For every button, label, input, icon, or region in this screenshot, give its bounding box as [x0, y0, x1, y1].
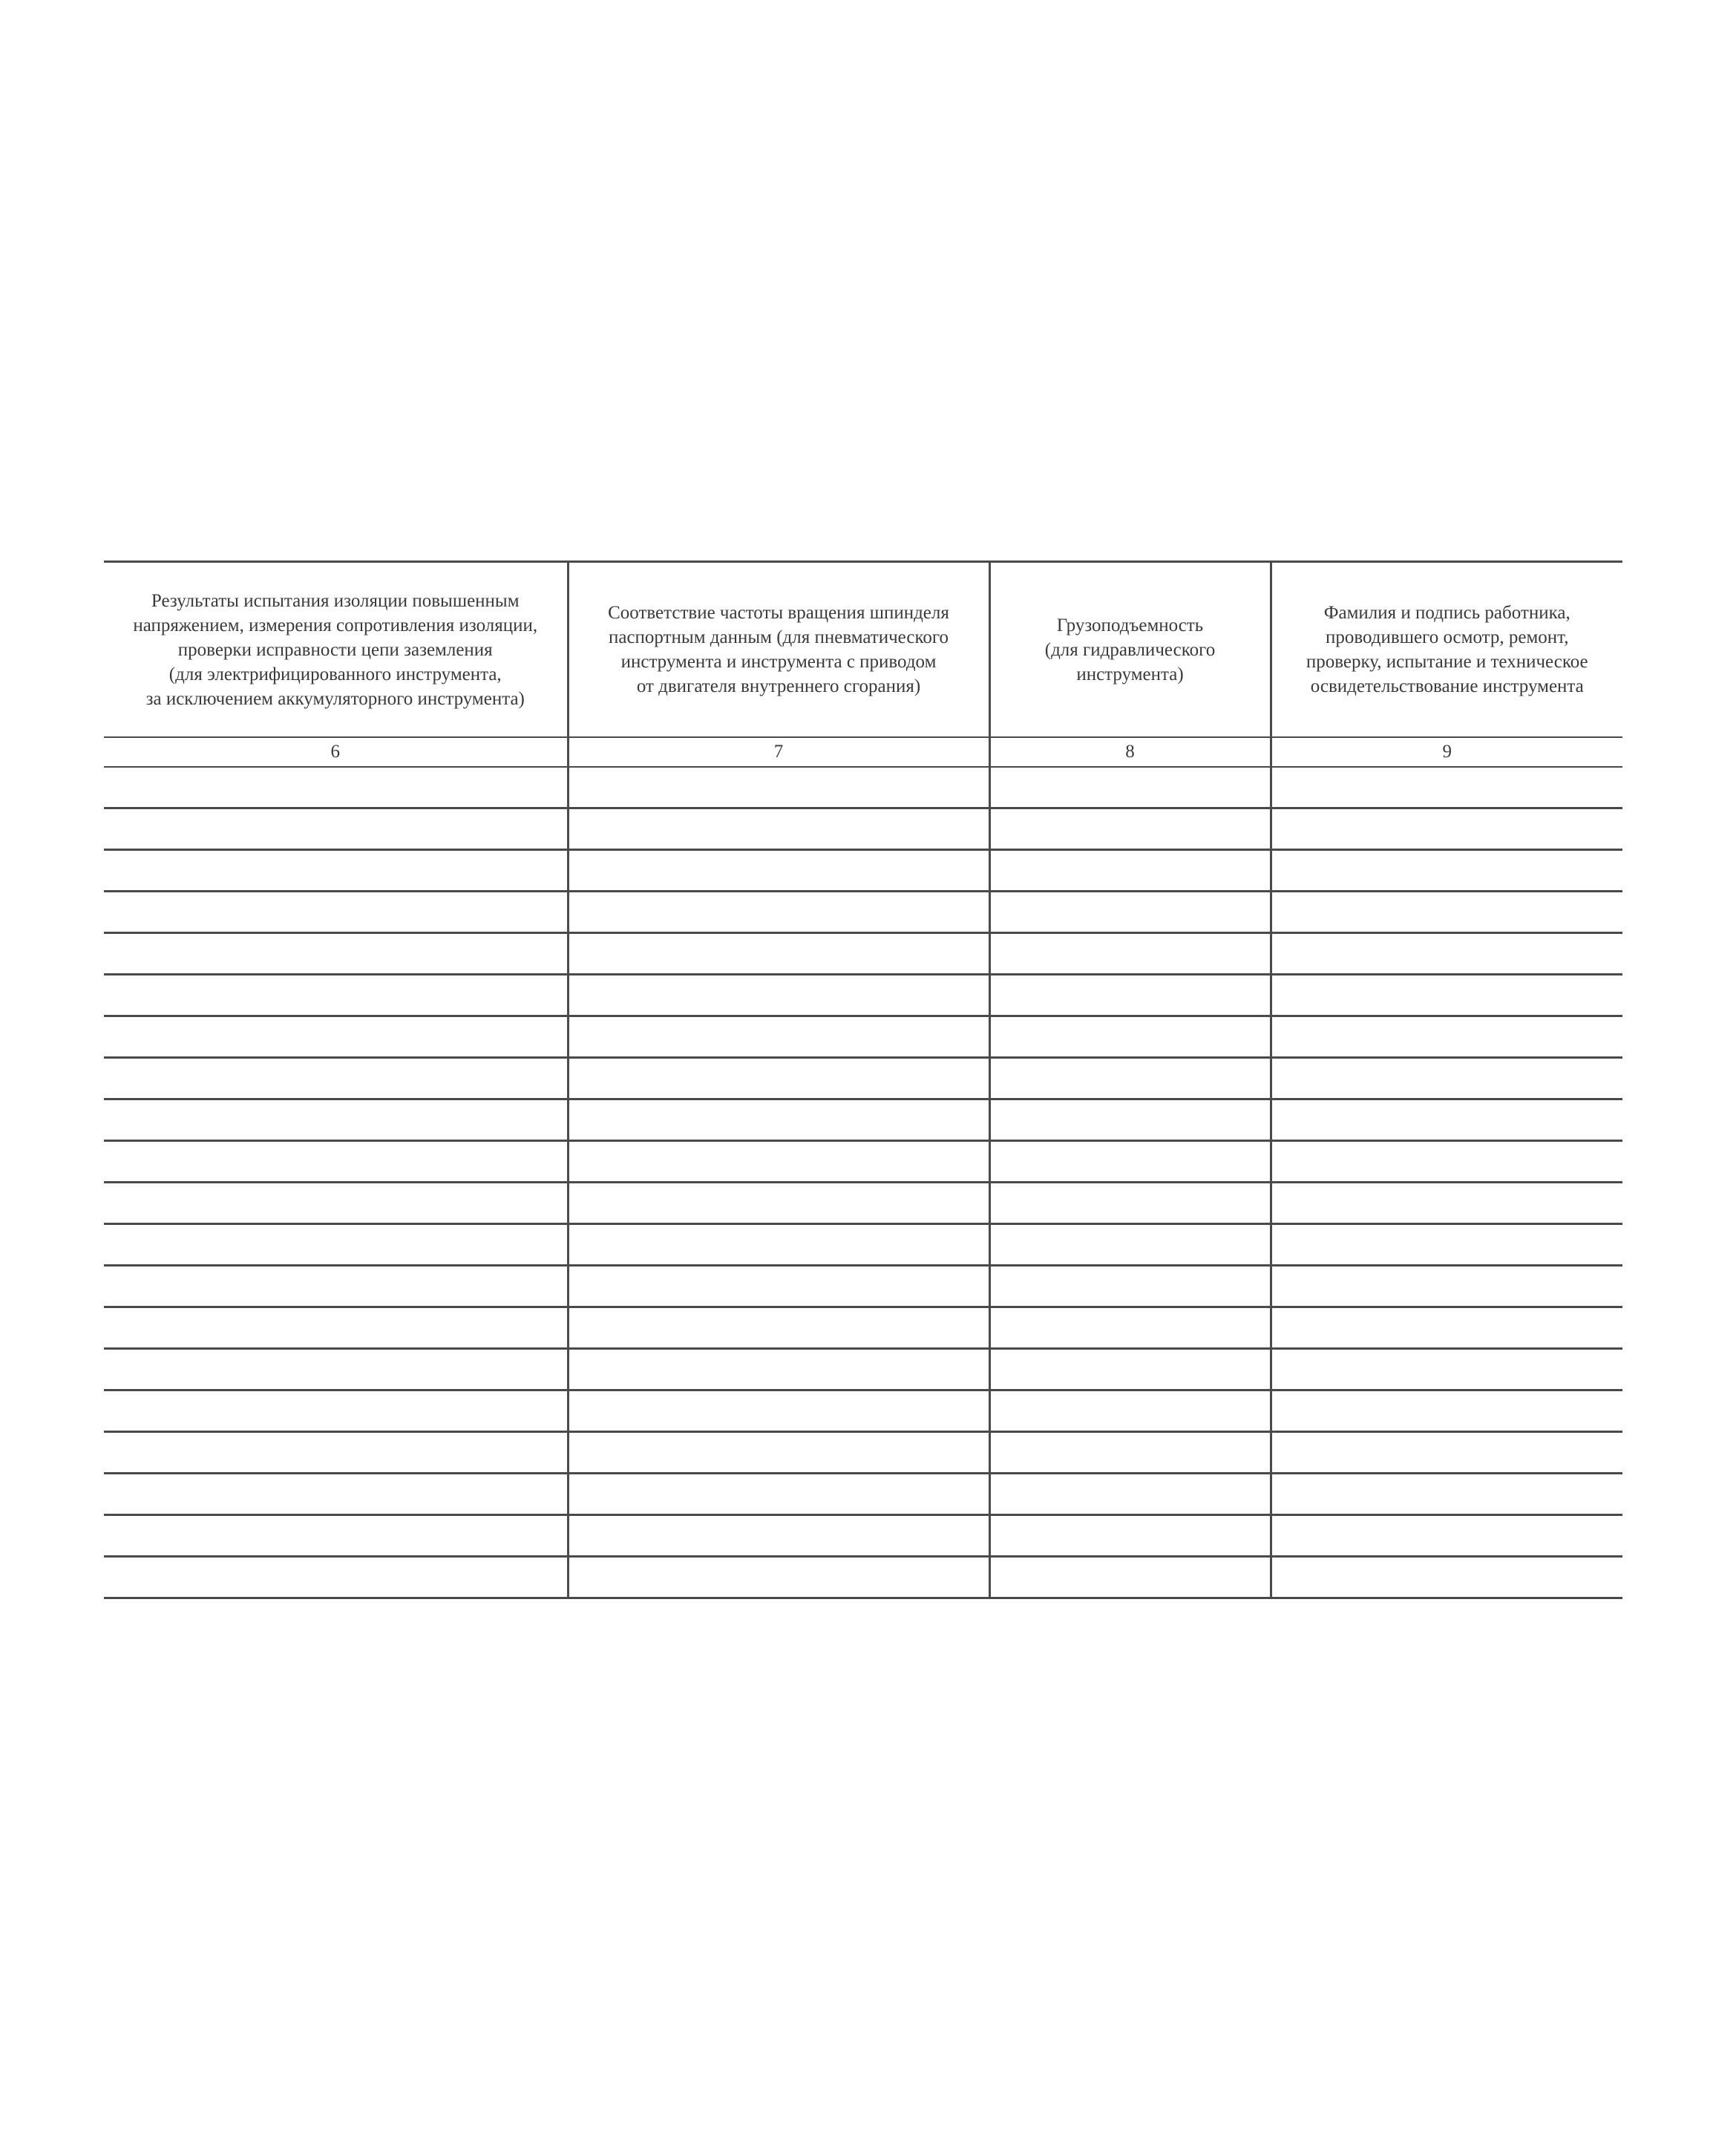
column-number-8: 8: [989, 737, 1271, 767]
table-cell[interactable]: [1271, 1183, 1622, 1224]
table-cell[interactable]: [104, 1515, 568, 1557]
table-cell[interactable]: [568, 1349, 989, 1390]
table-row: [104, 1307, 1622, 1349]
table-row: [104, 1349, 1622, 1390]
table-cell[interactable]: [1271, 933, 1622, 975]
table-cell[interactable]: [104, 767, 568, 808]
table-cell[interactable]: [104, 1141, 568, 1183]
table-row: [104, 975, 1622, 1016]
table-cell[interactable]: [1271, 1058, 1622, 1099]
table-row: [104, 850, 1622, 892]
table-cell[interactable]: [1271, 1557, 1622, 1598]
table-cell[interactable]: [989, 767, 1271, 808]
table-cell[interactable]: [1271, 975, 1622, 1016]
table-cell[interactable]: [1271, 1266, 1622, 1307]
table-cell[interactable]: [568, 1099, 989, 1141]
table-row: [104, 1557, 1622, 1598]
column-number-7: 7: [568, 737, 989, 767]
table-cell[interactable]: [568, 933, 989, 975]
column-header-inspector-signature: Фамилия и подпись работника, проводившего осмотр, ремонт, проверку, испытание и техническое освидетельствование инструмента: [1271, 562, 1622, 738]
table-cell[interactable]: [568, 767, 989, 808]
table-cell[interactable]: [568, 1183, 989, 1224]
table-cell[interactable]: [989, 975, 1271, 1016]
table-cell[interactable]: [1271, 1515, 1622, 1557]
table-cell[interactable]: [104, 808, 568, 850]
table-cell[interactable]: [989, 1183, 1271, 1224]
column-header-spindle-speed: Соответствие частоты вращения шпинделя паспортным данным (для пневматического инструмента и инструмента с приводом от двигателя внутреннего сгорания): [568, 562, 989, 738]
table-cell[interactable]: [989, 1058, 1271, 1099]
table-row: [104, 1390, 1622, 1432]
table-cell[interactable]: [1271, 1474, 1622, 1515]
table-cell[interactable]: [989, 1224, 1271, 1266]
journal-table: [104, 560, 1622, 1599]
table-row: [104, 1183, 1622, 1224]
table-cell[interactable]: [989, 1307, 1271, 1349]
table-cell[interactable]: [1271, 1141, 1622, 1183]
table-cell[interactable]: [989, 1474, 1271, 1515]
table-cell[interactable]: [568, 850, 989, 892]
table-row: [104, 1016, 1622, 1058]
table-cell[interactable]: [104, 1099, 568, 1141]
table-cell[interactable]: [568, 892, 989, 933]
table-cell[interactable]: [989, 933, 1271, 975]
table-cell[interactable]: [104, 850, 568, 892]
table-cell[interactable]: [568, 808, 989, 850]
table-cell[interactable]: [989, 850, 1271, 892]
table-row: [104, 1141, 1622, 1183]
table-cell[interactable]: [104, 1224, 568, 1266]
table-cell[interactable]: [568, 1224, 989, 1266]
table-row: [104, 892, 1622, 933]
table-row: [104, 1474, 1622, 1515]
table-row: [104, 933, 1622, 975]
table-row: [104, 808, 1622, 850]
table-cell[interactable]: [568, 1474, 989, 1515]
table-cell[interactable]: [1271, 1390, 1622, 1432]
table-cell[interactable]: [989, 1016, 1271, 1058]
table-cell[interactable]: [568, 1432, 989, 1474]
table-cell[interactable]: [104, 1432, 568, 1474]
table-row: [104, 1224, 1622, 1266]
table-cell[interactable]: [989, 1557, 1271, 1598]
table-cell[interactable]: [104, 1390, 568, 1432]
table-cell[interactable]: [989, 1141, 1271, 1183]
table-row: [104, 1515, 1622, 1557]
table-cell[interactable]: [1271, 1224, 1622, 1266]
table-cell[interactable]: [104, 1266, 568, 1307]
table-cell[interactable]: [104, 1307, 568, 1349]
table-cell[interactable]: [568, 1307, 989, 1349]
table-cell[interactable]: [104, 975, 568, 1016]
table-row: [104, 1058, 1622, 1099]
table-cell[interactable]: [104, 1349, 568, 1390]
table-cell[interactable]: [568, 1266, 989, 1307]
column-number-6: 6: [104, 737, 568, 767]
table-cell[interactable]: [568, 1390, 989, 1432]
table-row: [104, 1266, 1622, 1307]
table-cell[interactable]: [989, 892, 1271, 933]
table-cell[interactable]: [104, 933, 568, 975]
table-cell[interactable]: [1271, 767, 1622, 808]
table-cell[interactable]: [104, 1016, 568, 1058]
table-cell[interactable]: [1271, 1307, 1622, 1349]
table-body: [104, 767, 1622, 1598]
table-cell[interactable]: [1271, 1016, 1622, 1058]
table-cell[interactable]: [104, 1058, 568, 1099]
table-cell[interactable]: [1271, 1099, 1622, 1141]
table-row: [104, 1099, 1622, 1141]
table-cell[interactable]: [104, 1183, 568, 1224]
table-cell[interactable]: [568, 1515, 989, 1557]
table-cell[interactable]: [1271, 1349, 1622, 1390]
column-header-load-capacity: Грузоподъемность (для гидравлического инструмента): [989, 562, 1271, 738]
table-row: [104, 1432, 1622, 1474]
table-cell[interactable]: [568, 975, 989, 1016]
table-cell[interactable]: [1271, 850, 1622, 892]
table-cell[interactable]: [568, 1557, 989, 1598]
column-number-row: [104, 737, 1622, 767]
table-cell[interactable]: [1271, 808, 1622, 850]
table-cell[interactable]: [104, 1474, 568, 1515]
table-row: [104, 767, 1622, 808]
table-cell[interactable]: [989, 1432, 1271, 1474]
table-cell[interactable]: [568, 1141, 989, 1183]
table-cell[interactable]: [989, 1266, 1271, 1307]
column-number-9: 9: [1271, 737, 1622, 767]
table-cell[interactable]: [568, 1058, 989, 1099]
table-header-row: [104, 562, 1622, 738]
table-cell[interactable]: [989, 1349, 1271, 1390]
column-header-insulation-test: Результаты испытания изоляции повышенным напряжением, измерения сопротивления изоляции, проверки исправности цепи заземления (для электрифицированного инструмента, за исключением аккумуляторного инструмента): [104, 562, 568, 738]
table-cell[interactable]: [568, 1016, 989, 1058]
table-cell[interactable]: [104, 892, 568, 933]
table-cell[interactable]: [989, 808, 1271, 850]
table-cell[interactable]: [1271, 1432, 1622, 1474]
table-cell[interactable]: [1271, 892, 1622, 933]
table-cell[interactable]: [989, 1099, 1271, 1141]
table-cell[interactable]: [104, 1557, 568, 1598]
table-cell[interactable]: [989, 1515, 1271, 1557]
table-cell[interactable]: [989, 1390, 1271, 1432]
